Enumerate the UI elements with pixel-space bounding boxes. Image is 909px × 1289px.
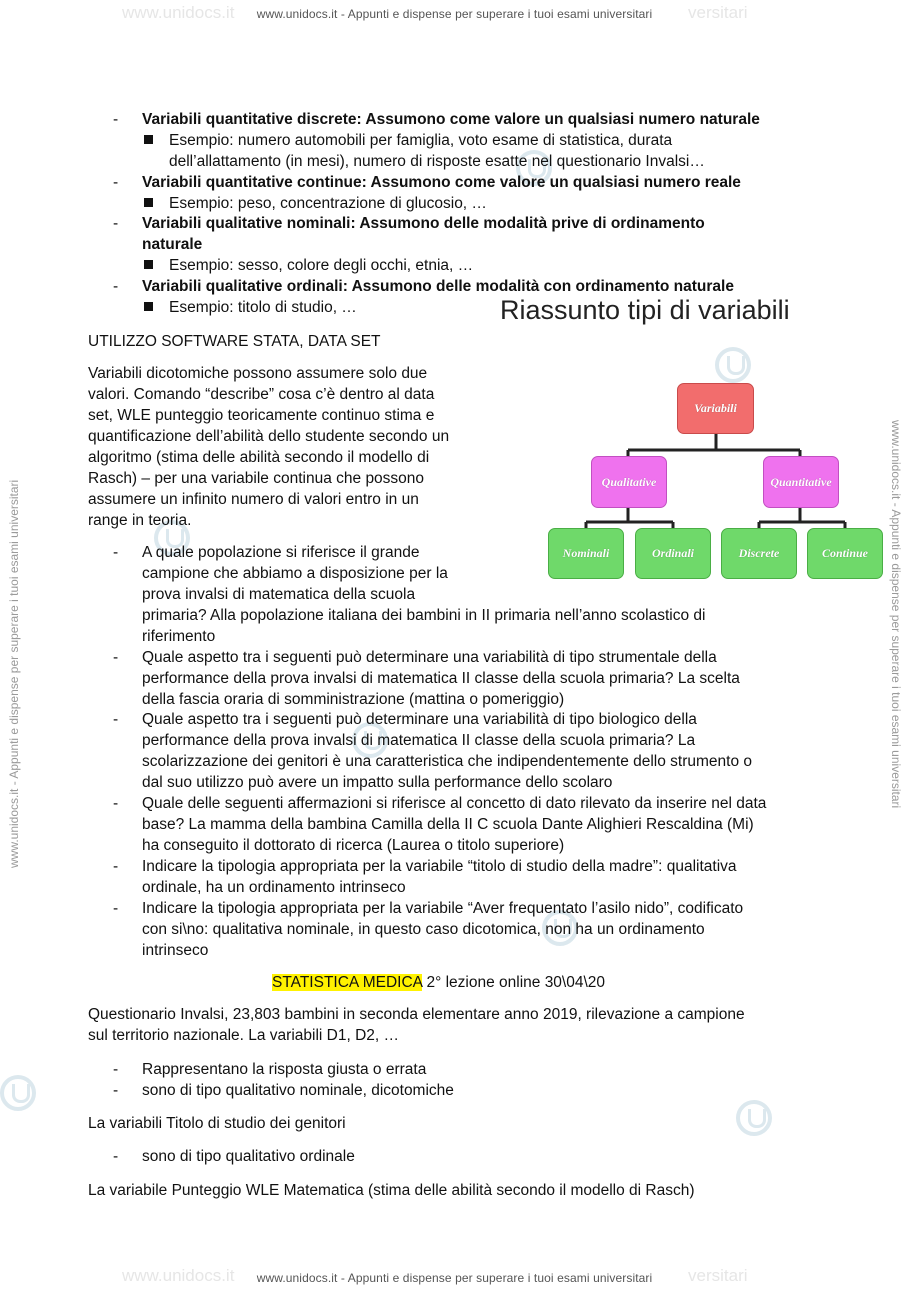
titolo-bullet: sono di tipo qualitativo ordinale: [142, 1148, 355, 1165]
invalsi-line: sul territorio nazionale. La variabili D1, D2, …: [88, 1027, 399, 1044]
diagram-node-quantitative: Quantitative: [763, 456, 839, 508]
intro-line: range in teoria.: [88, 512, 192, 529]
question-line: base? La mamma della bambina Camilla della II C scuola Dante Alighieri Rescaldina (Mi): [142, 816, 754, 833]
question-line: scolarizzazione dei genitori è una caratteristica che indipendentemente dello strumento o: [142, 753, 753, 770]
variable-type-example: Esempio: titolo di studio, …: [169, 299, 357, 316]
list-dash: -: [113, 900, 119, 917]
diagram-node-qualitative: Qualitative: [591, 456, 667, 508]
question-line: Quale delle seguenti affermazioni si riferisce al concetto di dato rilevato da inserire nel data: [142, 795, 767, 812]
variable-type-example: Esempio: numero automobili per famiglia, voto esame di statistica, durata: [169, 132, 673, 149]
lesson-heading: [272, 972, 605, 993]
variable-type-term: Variabili qualitative ordinali: Assumono delle modalità con ordinamento naturale: [142, 278, 734, 295]
question-line: ha conseguito il dottorato di ricerca (Laurea o titolo superiore): [142, 837, 565, 854]
question-line: Quale aspetto tra i seguenti può determinare una variabilità di tipo strumentale della: [142, 649, 717, 666]
list-dash: -: [113, 215, 119, 232]
header-watermark: www.unidocs.it - Appunti e dispense per superare i tuoi esami universitari: [256, 7, 653, 21]
square-bullet-icon: [144, 135, 153, 144]
intro-line: quantificazione dell’abilità dello studente secondo un: [88, 428, 450, 445]
list-dash: -: [113, 858, 119, 875]
side-watermark-right: www.unidocs.it - Appunti e dispense per superare i tuoi esami universitari: [889, 420, 903, 809]
side-watermark-left: www.unidocs.it - Appunti e dispense per superare i tuoi esami universitari: [7, 479, 21, 868]
question-line: riferimento: [142, 628, 216, 645]
list-dash: -: [113, 1148, 119, 1165]
variable-type-term: Variabili qualitative nominali: Assumono delle modalità prive di ordinamento: [142, 215, 705, 232]
section-title: UTILIZZO SOFTWARE STATA, DATA SET: [88, 333, 381, 350]
list-dash: -: [113, 174, 119, 191]
invalsi-bullet: Rappresentano la risposta giusta o errata: [142, 1061, 427, 1078]
question-line: prova invalsi di matematica della scuola: [142, 586, 416, 603]
intro-line: algoritmo (stima delle abilità secondo il modello di: [88, 449, 430, 466]
ghost-watermark-left: www.unidocs.it: [122, 3, 235, 22]
ghost-watermark-bottom-left: www.unidocs.it: [122, 1266, 235, 1285]
intro-line: set, WLE punteggio teoricamente continuo stima e: [88, 407, 435, 424]
intro-line: assumere un infinito numero di valori entro in un: [88, 491, 419, 508]
diagram-node-nominal: Nominali: [548, 528, 624, 579]
question-line: ordinale, ha un ordinamento intrinseco: [142, 879, 406, 896]
question-line: Quale aspetto tra i seguenti può determinare una variabilità di tipo biologico della: [142, 711, 697, 728]
list-dash: -: [113, 278, 119, 295]
variable-type-term: naturale: [142, 236, 203, 253]
question-line: con si\no: qualitativa nominale, in questo caso dicotomica, non ha un ordinamento: [142, 921, 705, 938]
diagram-node-discrete: Discrete: [721, 528, 797, 579]
diagram-node-ordinal: Ordinali: [635, 528, 711, 579]
square-bullet-icon: [144, 302, 153, 311]
lesson-heading-date: 2° lezione online 30\04\20: [422, 974, 606, 991]
diagram-node-root: Variabili: [677, 383, 754, 434]
titolo-paragraph: La variabili Titolo di studio dei genitori: [88, 1115, 346, 1132]
question-line: Indicare la tipologia appropriata per la variabile “titolo di studio della madre”: qualitativa: [142, 858, 737, 875]
list-dash: -: [113, 111, 119, 128]
list-dash: -: [113, 1082, 119, 1099]
watermark-logo-icon: [715, 347, 751, 383]
variable-type-example: Esempio: peso, concentrazione di glucosio, …: [169, 195, 487, 212]
question-line: Indicare la tipologia appropriata per la variabile “Aver frequentato l’asilo nido”, codificato: [142, 900, 744, 917]
wle-paragraph: La variabile Punteggio WLE Matematica (stima delle abilità secondo il modello di Rasch): [88, 1182, 695, 1199]
variable-type-term: Variabili quantitative continue: Assumono come valore un qualsiasi numero reale: [142, 174, 741, 191]
list-dash: -: [113, 649, 119, 666]
footer-watermark: www.unidocs.it - Appunti e dispense per superare i tuoi esami universitari: [256, 1271, 653, 1285]
question-line: dal suo utilizzo può avere un impatto sulla performance dello scolaro: [142, 774, 613, 791]
list-dash: -: [113, 711, 119, 728]
ghost-watermark-right: versitari: [688, 3, 748, 22]
invalsi-bullet: sono di tipo qualitativo nominale, dicotomiche: [142, 1082, 454, 1099]
diagram-title: Riassunto tipi di variabili: [500, 295, 790, 325]
watermark-logo-icon: [736, 1100, 772, 1136]
question-line: performance della prova invalsi di matematica II classe della scuola primaria? La scelta: [142, 670, 740, 687]
list-dash: -: [113, 795, 119, 812]
variable-type-example: Esempio: sesso, colore degli occhi, etnia, …: [169, 257, 474, 274]
question-line: campione che abbiamo a disposizione per la: [142, 565, 448, 582]
question-line: primaria? Alla popolazione italiana dei bambini in II primaria nell’anno scolastico di: [142, 607, 706, 624]
square-bullet-icon: [144, 260, 153, 269]
question-line: performance della prova invalsi di matematica II classe della scuola primaria? La: [142, 732, 696, 749]
watermark-logo-icon: [0, 1075, 36, 1111]
intro-line: Variabili dicotomiche possono assumere solo due: [88, 365, 428, 382]
diagram-node-continuous: Continue: [807, 528, 883, 579]
invalsi-line: Questionario Invalsi, 23,803 bambini in seconda elementare anno 2019, rilevazione a campione: [88, 1006, 745, 1023]
lesson-heading-highlight: STATISTICA MEDICA: [272, 974, 423, 991]
question-line: A quale popolazione si riferisce il grande: [142, 544, 420, 561]
square-bullet-icon: [144, 198, 153, 207]
ghost-watermark-bottom-right: versitari: [688, 1266, 748, 1285]
question-line: intrinseco: [142, 942, 209, 959]
variable-type-term: Variabili quantitative discrete: Assumono come valore un qualsiasi numero naturale: [142, 111, 760, 128]
list-dash: -: [113, 544, 119, 561]
variable-type-example: dell’allattamento (in mesi), numero di risposte esatte nel questionario Invalsi…: [169, 153, 705, 170]
intro-line: Rasch) – per una variabile continua che possono: [88, 470, 425, 487]
question-line: della fascia oraria di somministrazione (mattina o pomeriggio): [142, 691, 565, 708]
list-dash: -: [113, 1061, 119, 1078]
intro-line: valori. Comando “describe” cosa c’è dentro al data: [88, 386, 435, 403]
